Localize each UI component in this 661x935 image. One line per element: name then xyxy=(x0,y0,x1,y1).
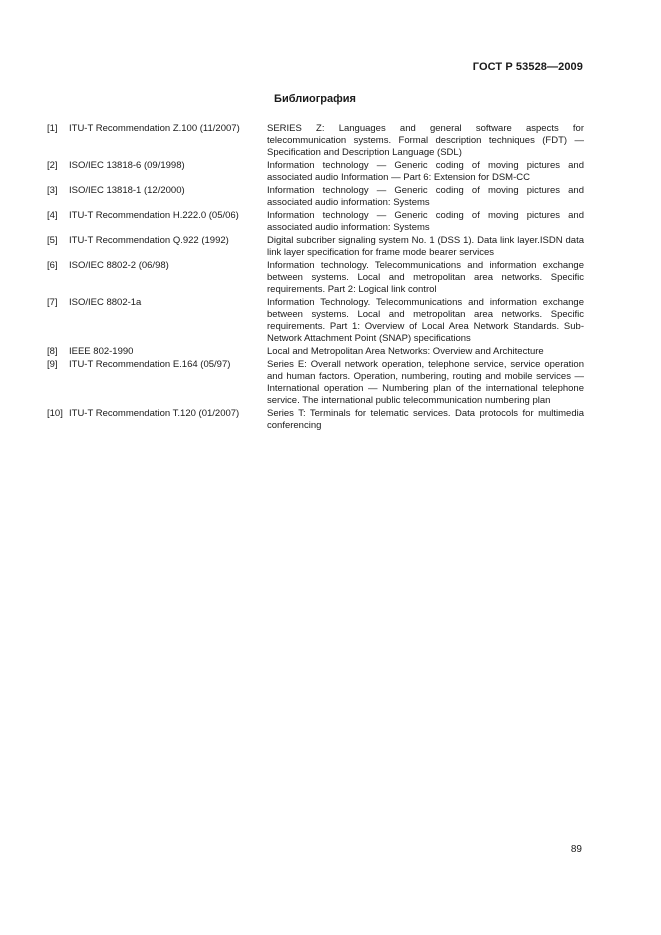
bibliography-description: SERIES Z: Languages and general software aspects for telecommunication systems. Formal description techniques (FDT) — Specification and Description Language (SDL) xyxy=(267,123,584,158)
bibliography-source: ITU-T Recommendation E.164 (05/97) xyxy=(69,359,231,370)
bibliography-item xyxy=(47,260,584,296)
bibliography-description: Local and Metropolitan Area Networks: Overview and Architecture xyxy=(267,346,544,357)
bibliography-list xyxy=(47,123,584,433)
bibliography-number: [8] xyxy=(47,346,58,357)
bibliography-description: Information Technology. Telecommunications and information exchange between systems. Local and metropolitan area networks. Specific requirements. Part 1: Overview of Local Area Network Standards. Sub-Network Attachment Point (SNAP) specifications xyxy=(267,297,584,344)
bibliography-description: Information technology — Generic coding of moving pictures and associated audio information: Systems xyxy=(267,185,584,208)
bibliography-item xyxy=(47,297,584,345)
bibliography-number: [2] xyxy=(47,160,58,171)
document-code: ГОСТ Р 53528—2009 xyxy=(472,61,583,73)
bibliography-description: Information technology — Generic coding of moving pictures and associated audio information: Systems xyxy=(267,210,584,233)
bibliography-description: Series T: Terminals for telematic services. Data protocols for multimedia conferencing xyxy=(267,408,584,431)
bibliography-source: ISO/IEC 8802-2 (06/98) xyxy=(69,260,169,271)
bibliography-source: ISO/IEC 13818-1 (12/2000) xyxy=(69,185,185,196)
bibliography-number: [1] xyxy=(47,123,58,134)
bibliography-item xyxy=(47,185,584,209)
section-title: Библиография xyxy=(274,93,356,105)
bibliography-item xyxy=(47,210,584,234)
page-number: 89 xyxy=(570,844,582,855)
bibliography-source: ITU-T Recommendation Z.100 (11/2007) xyxy=(69,123,240,134)
bibliography-number: [10] xyxy=(47,408,63,419)
bibliography-source: ITU-T Recommendation Q.922 (1992) xyxy=(69,235,229,246)
bibliography-item xyxy=(47,346,584,358)
bibliography-source: ITU-T Recommendation T.120 (01/2007) xyxy=(69,408,240,419)
bibliography-item xyxy=(47,160,584,184)
bibliography-source: ISO/IEC 13818-6 (09/1998) xyxy=(69,160,185,171)
bibliography-source: ISO/IEC 8802-1a xyxy=(69,297,142,308)
bibliography-source: IEEE 802-1990 xyxy=(69,346,134,357)
bibliography-number: [9] xyxy=(47,359,58,370)
bibliography-number: [5] xyxy=(47,235,58,246)
bibliography-item xyxy=(47,408,584,432)
bibliography-item xyxy=(47,235,584,259)
bibliography-item xyxy=(47,359,584,407)
bibliography-description: Information technology — Generic coding of moving pictures and associated audio Information — Part 6: Extension for DSM-CC xyxy=(267,160,584,183)
bibliography-item xyxy=(47,123,584,159)
bibliography-number: [3] xyxy=(47,185,58,196)
bibliography-number: [6] xyxy=(47,260,58,271)
bibliography-source: ITU-T Recommendation H.222.0 (05/06) xyxy=(69,210,239,221)
bibliography-description: Digital subcriber signaling system No. 1 (DSS 1). Data link layer.ISDN data link layer specification for frame mode bearer services xyxy=(267,235,584,258)
bibliography-number: [4] xyxy=(47,210,58,221)
bibliography-description: Information technology. Telecommunications and information exchange between systems. Local and metropolitan area networks. Specific requirements. Part 2: Logical link control xyxy=(267,260,584,295)
bibliography-description: Series E: Overall network operation, telephone service, service operation and human factors. Operation, numbering, routing and mobile services — International operation — Numbering plan of the international telephone service. The international public telecommunication numbering plan xyxy=(267,359,584,406)
bibliography-number: [7] xyxy=(47,297,58,308)
